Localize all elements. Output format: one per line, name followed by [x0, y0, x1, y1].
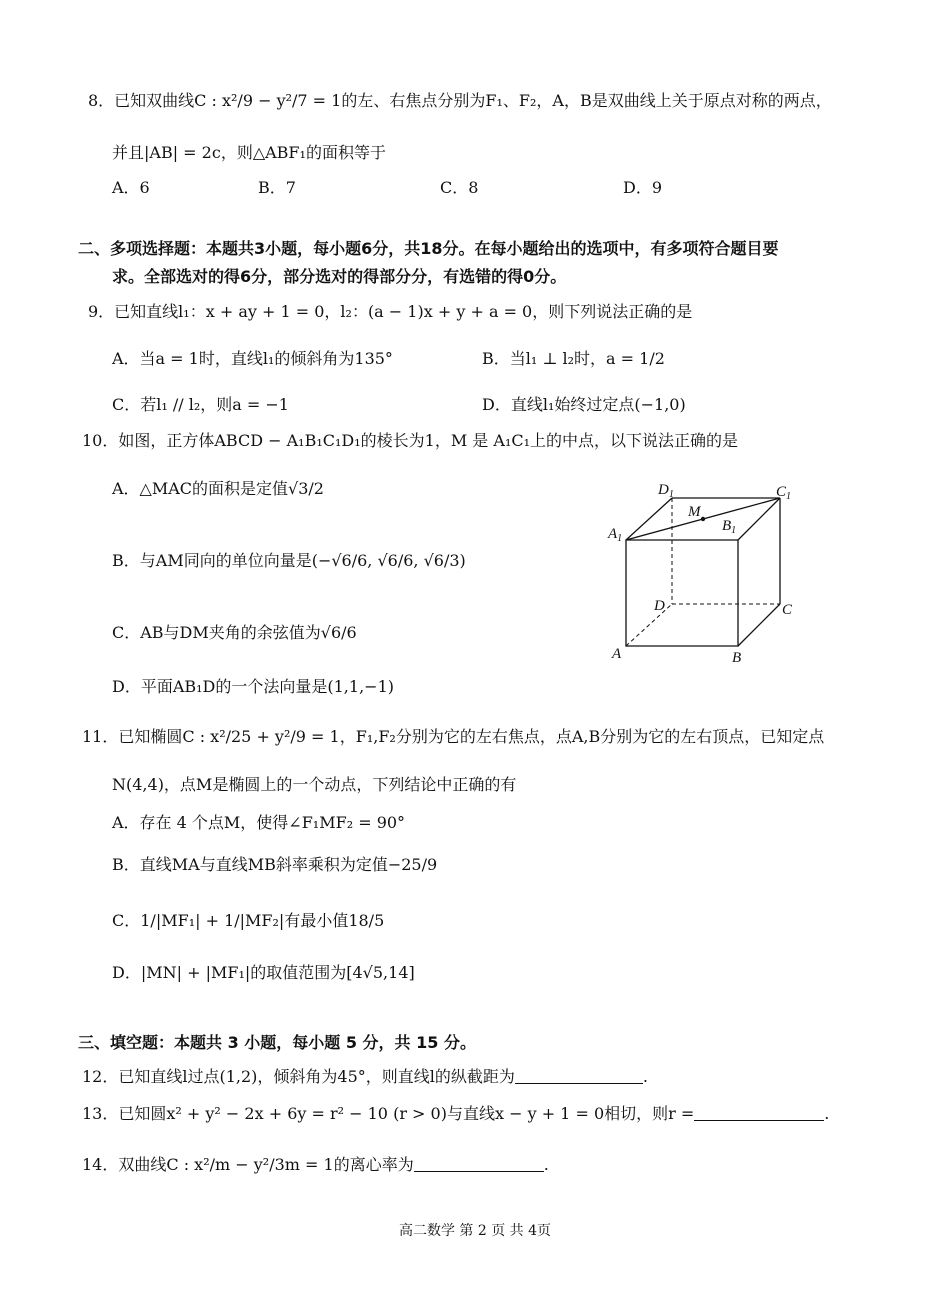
- label-c: C: [782, 602, 793, 618]
- label-c1: $C_1$: [776, 484, 792, 502]
- q12-stem: 12．已知直线l过点(1,2)，倾斜角为45°，则直线l的纵截距为 .: [82, 1067, 648, 1086]
- q13-stem: 13．已知圆x² + y² − 2x + 6y = r² − 10 (r > 0)与直线x − y + 1 = 0相切，则r = .: [82, 1104, 830, 1123]
- q14-answer-blank[interactable]: [414, 1155, 544, 1172]
- section2-header-line1: 二、多项选择题：本题共3小题，每小题6分，共18分。在每小题给出的选项中，有多项符合题目要: [78, 239, 779, 258]
- q11-option-b: B．直线MA与直线MB斜率乘积为定值−25/9: [112, 855, 438, 874]
- label-d1: $D_1$: [658, 482, 674, 500]
- q10-option-d: D．平面AB₁D的一个法向量是(1,1,−1): [112, 677, 394, 696]
- q8-option-c: C．8: [440, 178, 479, 197]
- q14-stem: 14．双曲线C : x²/m − y²/3m = 1的离心率为 .: [82, 1155, 549, 1174]
- q9-stem: 9．已知直线l₁：x + ay + 1 = 0，l₂：(a − 1)x + y + a = 0，则下列说法正确的是: [88, 302, 693, 321]
- q8-stem-line1: 8．已知双曲线C : x²/9 − y²/7 = 1的左、右焦点分别为F₁、F₂，A，B是双曲线上关于原点对称的两点，: [88, 91, 832, 110]
- q9-option-c: C．若l₁ // l₂，则a = −1: [112, 395, 289, 414]
- q11-option-a: A．存在 4 个点M，使得∠F₁MF₂ = 90°: [112, 813, 406, 832]
- page-footer: 高二数学 第 2 页 共 4页: [398, 1223, 552, 1239]
- q12-answer-blank[interactable]: [515, 1067, 643, 1084]
- q11-stem-line1: 11．已知椭圆C : x²/25 + y²/9 = 1，F₁,F₂分别为它的左右焦点，点A,B分别为它的左右顶点，已知定点: [82, 727, 825, 746]
- q10-option-a: A．△MAC的面积是定值√3/2: [112, 479, 324, 498]
- label-m: M: [688, 504, 701, 520]
- q11-option-d: D．|MN| + |MF₁|的取值范围为[4√5,14]: [112, 963, 415, 982]
- q10-option-c: C．AB与DM夹角的余弦值为√6/6: [112, 623, 357, 642]
- hidden-edge-A-D: [626, 604, 672, 646]
- q9-option-a: A．当a = 1时，直线l₁的倾斜角为135°: [112, 349, 393, 368]
- q10-stem: 10．如图，正方体ABCD − A₁B₁C₁D₁的棱长为1，M 是 A₁C₁上的中点，以下说法正确的是: [82, 431, 739, 450]
- q13-text: 13．已知圆x² + y² − 2x + 6y = r² − 10 (r > 0)与直线x − y + 1 = 0相切，则r =: [82, 1104, 695, 1123]
- point-m: [701, 517, 705, 521]
- label-d: D: [654, 598, 665, 614]
- q13-answer-blank[interactable]: [694, 1104, 824, 1121]
- section2-header-line2: 求。全部选对的得6分，部分选对的得部分分，有选错的得0分。: [112, 267, 567, 286]
- section3-header: 三、填空题：本题共 3 小题，每小题 5 分，共 15 分。: [78, 1033, 476, 1052]
- q11-option-c: C．1/|MF₁| + 1/|MF₂|有最小值18/5: [112, 911, 385, 930]
- q9-option-d: D．直线l₁始终过定点(−1,0): [482, 395, 686, 414]
- label-b: B: [732, 650, 742, 666]
- label-b1: $B_1$: [722, 518, 737, 536]
- label-a: A: [612, 646, 622, 662]
- edge-B-C: [738, 604, 780, 646]
- cube-figure: [600, 478, 810, 673]
- q8-option-d: D．9: [623, 178, 663, 197]
- q9-option-b: B．当l₁ ⊥ l₂时，a = 1/2: [482, 349, 665, 368]
- q11-stem-line2: N(4,4)，点M是椭圆上的一个动点，下列结论中正确的有: [112, 775, 517, 794]
- label-a1: $A_1$: [608, 526, 623, 544]
- q8-option-b: B．7: [258, 178, 296, 197]
- q12-text: 12．已知直线l过点(1,2)，倾斜角为45°，则直线l的纵截距为: [82, 1067, 515, 1086]
- q14-text: 14．双曲线C : x²/m − y²/3m = 1的离心率为: [82, 1155, 414, 1174]
- q10-option-b: B．与AM同向的单位向量是(−√6/6, √6/6, √6/3): [112, 551, 466, 570]
- q8-option-a: A．6: [112, 178, 150, 197]
- q8-stem-line2: 并且|AB| = 2c，则△ABF₁的面积等于: [112, 143, 386, 162]
